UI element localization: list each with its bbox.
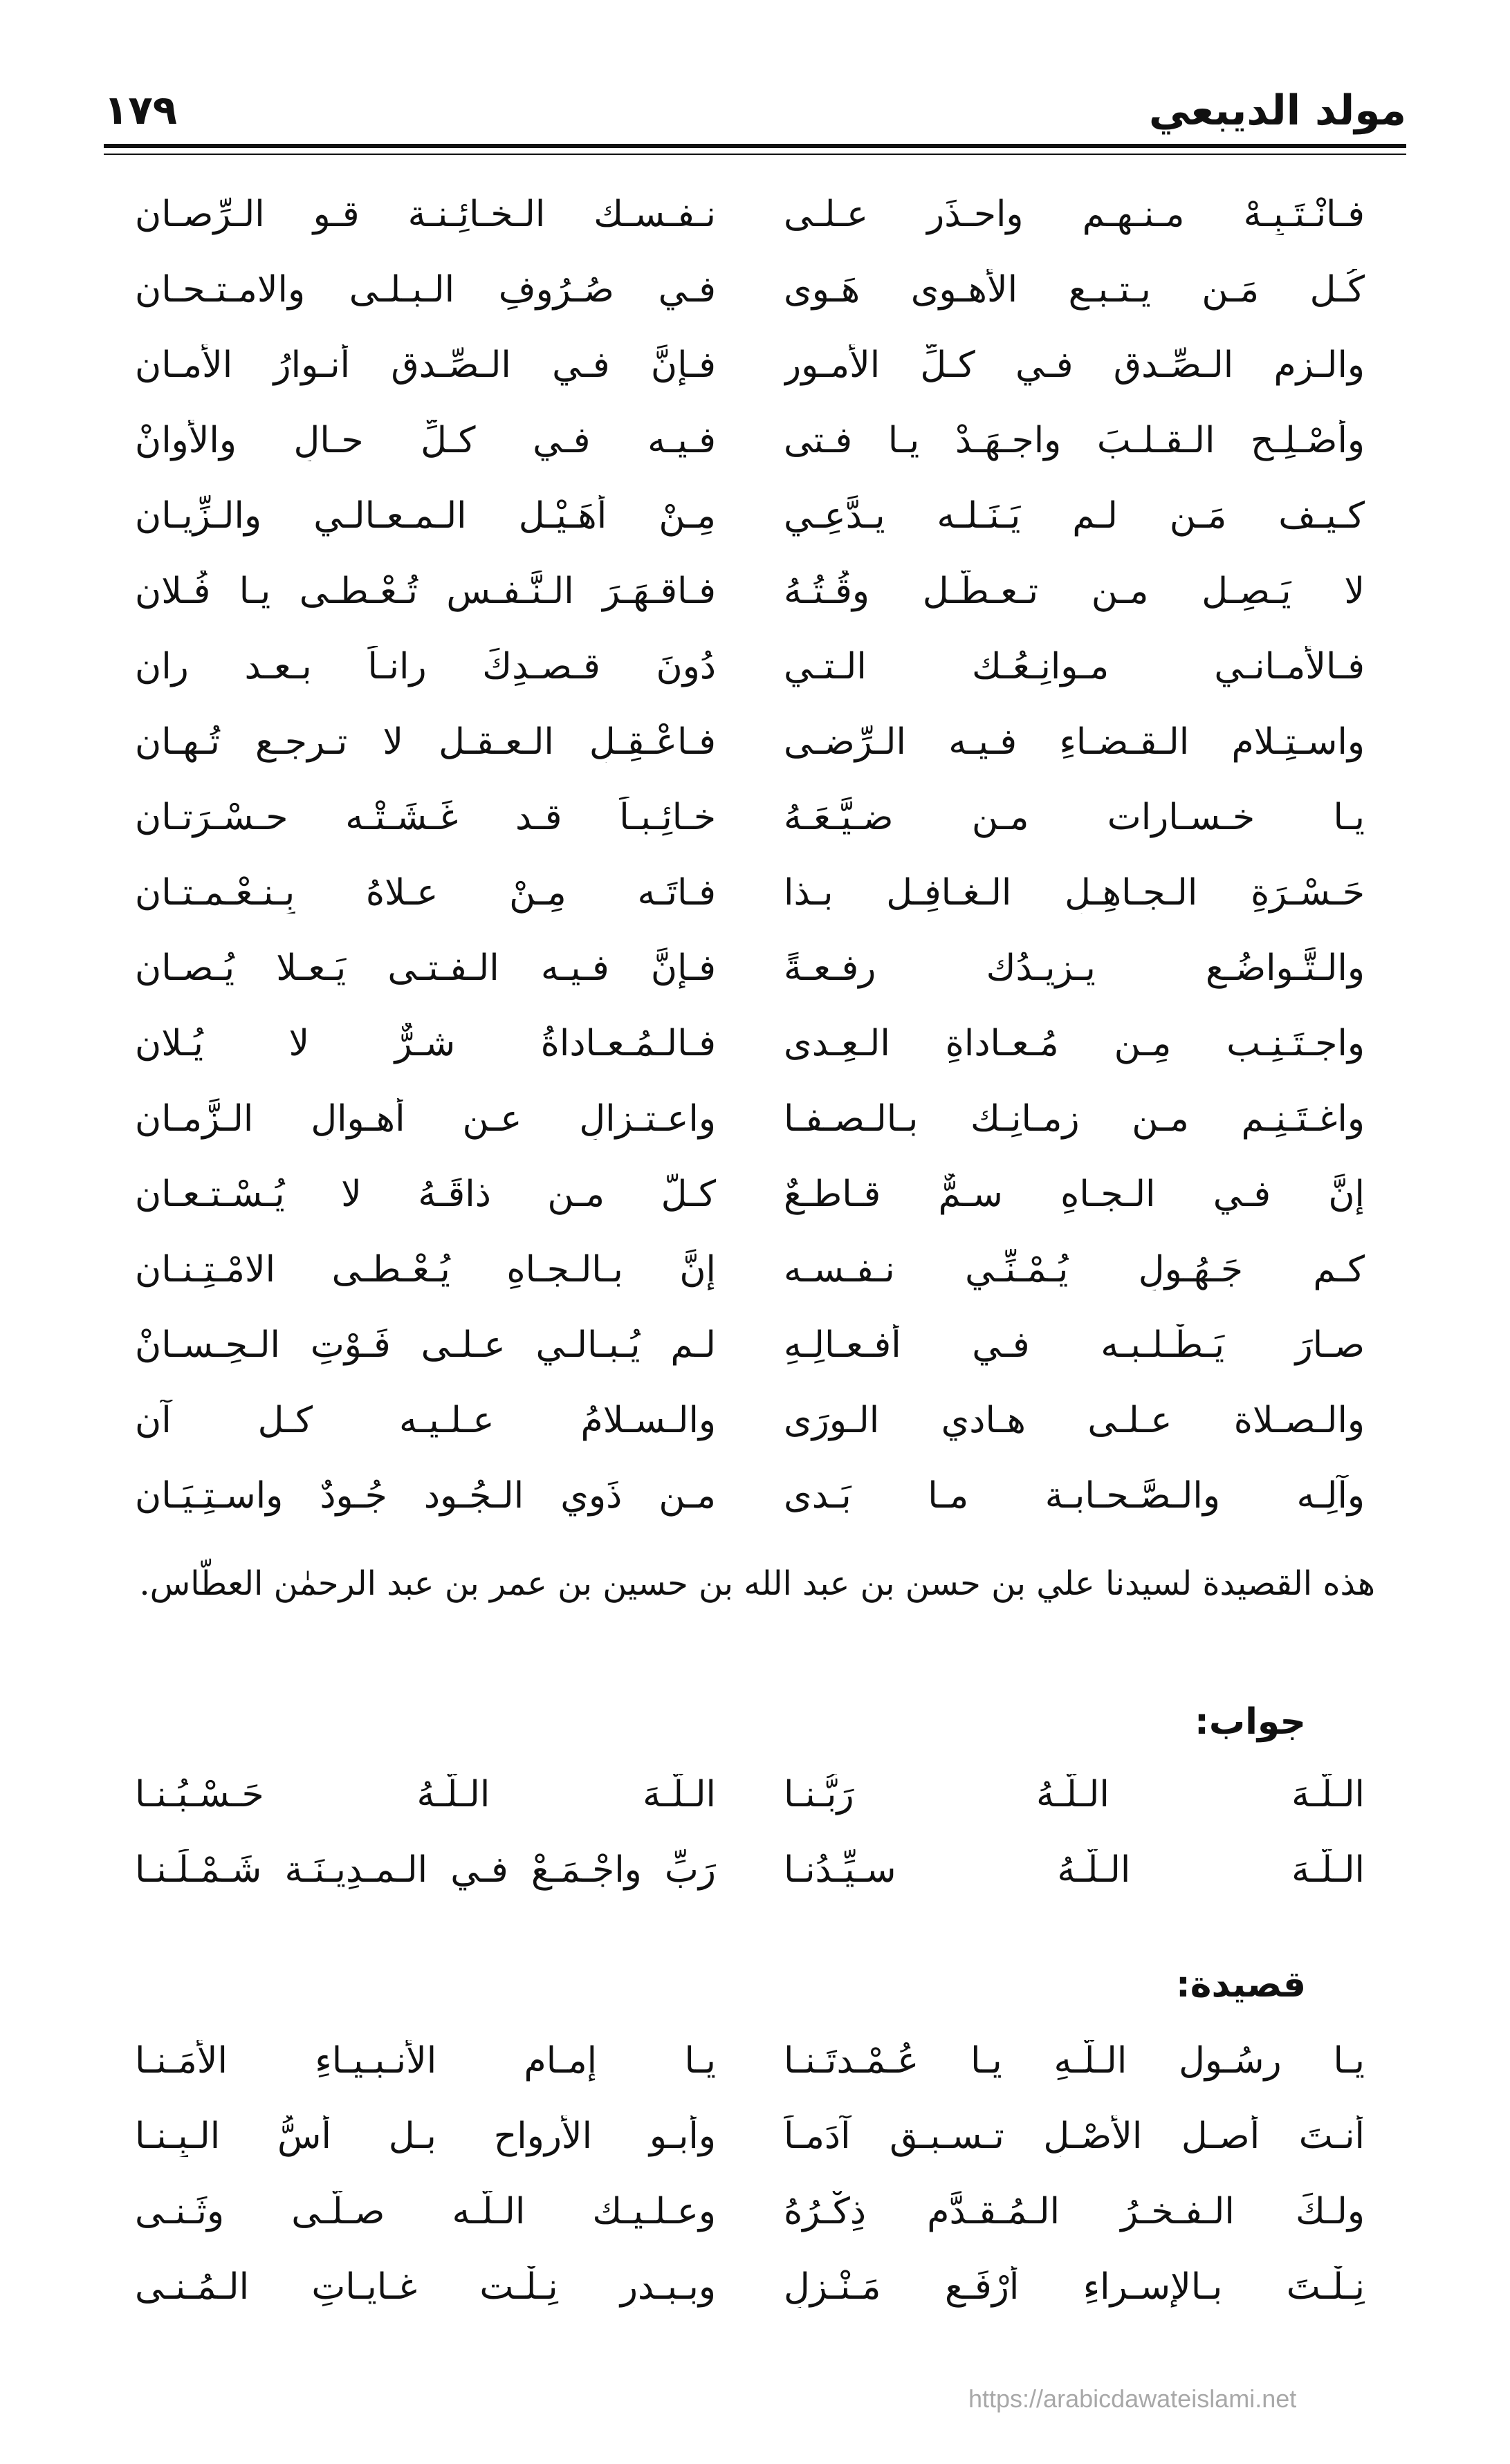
hemistich-left: والـسـلامُ عـلـيـه كـل آن <box>135 1399 716 1441</box>
hemistich-right: يـا رسُـول الـلَّـهِ يـا عُـمْـدتَـنـا <box>784 2039 1365 2082</box>
page-number: ١٧٩ <box>104 86 178 133</box>
verse <box>135 327 1365 402</box>
verse <box>135 2023 1365 2098</box>
hemistich-left: فـإنَّ فـيـه الـفـتـى يَـعـلا يُـصـان <box>135 947 716 989</box>
section-label-qasida: قصيدة: <box>1175 1964 1306 2006</box>
verse <box>135 478 1365 553</box>
hemistich-left: مـن ذَوِي الـجُـود جُـودٌ واسـتِـيَـان <box>135 1474 716 1517</box>
poem-main <box>135 176 1365 1533</box>
hemistich-left: كـلُّ مـن ذاقَـهُ لا يُـسْـتـعـان <box>135 1173 716 1215</box>
verse <box>135 779 1365 855</box>
hemistich-left: فـالـمُـعـاداةُ شـرٌّ لا يُـلان <box>135 1022 716 1064</box>
hemistich-right: الـلَّـهَ الـلَّـهُ رَبُّـنـا <box>784 1773 1365 1815</box>
hemistich-right: وآلِـه والـصَّـحـابـة مـا بَـدى <box>784 1474 1365 1517</box>
hemistich-right: فـانْـتَـبِـهْ مـنـهـم واحـذَر عـلـى <box>784 193 1365 235</box>
hemistich-right: والـصـلاة عـلـى هـادي الـورَى <box>784 1399 1365 1441</box>
hemistich-right: واغـتَـنِـم مـن زمـانِـك بـالـصـفـا <box>784 1097 1365 1140</box>
hemistich-left: دُونَ قـصـدِكَ رانـاً بـعـد ران <box>135 645 716 687</box>
verse <box>135 2174 1365 2249</box>
verse <box>135 1232 1365 1307</box>
page-header <box>104 73 1406 142</box>
hemistich-left: فـي صُـرُوفِ الـبـلـى والامـتـحـان <box>135 268 716 311</box>
hemistich-left: فـاتَـه مِـنْ عـلاهُ بِـنـعْـمـتـان <box>135 871 716 914</box>
poem-qasida <box>135 2023 1365 2324</box>
hemistich-right: والـزِم الـصِّـدق فـي كـلِّ الأمـور <box>784 344 1365 386</box>
hemistich-left: الـلَّـهَ الـلَّـهُ حَـسْـبُـنـا <box>135 1773 716 1815</box>
header-rule-thin <box>104 154 1406 155</box>
section-label-answer: جواب: <box>1195 1701 1306 1743</box>
hemistich-left: رَبِّ واجْـمَـعْ فـي الـمـدِيـنَـة شَـمْـلَـنـا <box>135 1849 716 1891</box>
verse <box>135 629 1365 704</box>
hemistich-right: إنَّ فـي الـجـاهِ سـمٌّ قـاطـعٌ <box>784 1173 1365 1215</box>
poem-answer <box>135 1757 1365 1907</box>
verse <box>135 553 1365 629</box>
hemistich-right: حَـسْـرَةِ الـجـاهِـلِ الـغـافِـل بـذا <box>784 871 1365 914</box>
hemistich-left: إنَّ بـالـجـاهِ يُـعْـطـى الامْـتِـنـان <box>135 1248 716 1290</box>
verse <box>135 1081 1365 1156</box>
hemistich-right: ولـكَ الـفـخـرُ الـمُـقـدَّم ذِكْـرُهُ <box>784 2190 1365 2232</box>
hemistich-right: كـيـف مَـن لـم يَـنَـلـه يـدَّعِـي <box>784 494 1365 537</box>
hemistich-right: الـلَّـهَ الـلَّـهُ سـيِّـدُنـا <box>784 1849 1365 1891</box>
attribution-note: هذه القصيدة لسيدنا علي بن حسن بن عبد الله بن حسين بن عمر بن عبد الرحمٰن العطّاس. <box>139 1564 1375 1603</box>
watermark-url: https://arabicdawateislami.net <box>968 2384 1297 2413</box>
verse <box>135 1006 1365 1081</box>
book-title: مولد الديبعي <box>1148 86 1406 135</box>
verse <box>135 1832 1365 1907</box>
hemistich-left: مِـنْ أُهَـيْـل الـمـعـالـي والـزِّيـان <box>135 494 716 537</box>
hemistich-right: وأصْـلِـحِ الـقـلـبَ واجـهَـدْ يـا فـتى <box>784 419 1365 461</box>
hemistich-left: فـاقـهَـرَ الـنَّـفـس تُـعْـطـى يـا فُـلان <box>135 570 716 612</box>
hemistich-left: يـا إمـام الأنـبـيـاءِ الأُمَـنـا <box>135 2039 716 2082</box>
hemistich-right: لا يَـصِـل مـن تـعـطَّـل وقُـتُـهُ <box>784 570 1365 612</box>
verse <box>135 1757 1365 1832</box>
hemistich-right: كـم جَـهُـولٍ يُـمْـنِّـي نـفـسـه <box>784 1248 1365 1290</box>
verse <box>135 1156 1365 1232</box>
verse <box>135 176 1365 252</box>
verse <box>135 252 1365 327</box>
hemistich-right: واسـتِـلامِ الـقـضـاءِ فـيـه الـرِّضـى <box>784 721 1365 763</box>
hemistich-right: والـتَّـواضُـع يـزِيـدُك رِفـعـةً <box>784 947 1365 989</box>
hemistich-right: أنـتَ أصـل الأصْـلِ تـسـبـق آدَمـاً <box>784 2115 1365 2157</box>
hemistich-right: واجـتَـنِـب مِـن مُـعـاداةِ الـعِـدى <box>784 1022 1365 1064</box>
hemistich-left: وعـلـيـك الـلَّـه صـلَّـى وثَـنـى <box>135 2190 716 2232</box>
header-rule-thick <box>104 144 1406 148</box>
hemistich-left: وأبـو الأرواح بـل أُسُّ الـبِـنـا <box>135 2115 716 2157</box>
hemistich-left: فـإنَّ فـي الـصِّـدق أنـوارُ الأمـان <box>135 344 716 386</box>
verse <box>135 1382 1365 1458</box>
hemistich-right: نِـلْـتَ بـالإسـراءِ أرْفَـع مَـنْـزِلٍ <box>784 2266 1365 2308</box>
hemistich-left: واعـتـزالٍ عـن أهـوالِ الـزَّمـان <box>135 1097 716 1140</box>
hemistich-left: خـائِـبـاً قـد غَـشَـتْـه حـسْـرَتـان <box>135 796 716 838</box>
hemistich-right: صـارَ يَـطْـلـبـه فـي أفـعـالِـهِ <box>784 1324 1365 1366</box>
verse <box>135 2249 1365 2324</box>
verse <box>135 402 1365 478</box>
hemistich-left: فـاعْـقِـلِ الـعـقـل لا تـرجـع تُـهـان <box>135 721 716 763</box>
hemistich-right: فـالأمـانـي مـوانِـعُـك الـتـي <box>784 645 1365 687</box>
hemistich-right: يـا خـسـارات مـن ضـيَّـعَـهُ <box>784 796 1365 838</box>
verse <box>135 1307 1365 1382</box>
verse <box>135 930 1365 1006</box>
hemistich-left: فـيـه فـي كـلِّ حـالٍ والأوانْ <box>135 419 716 461</box>
verse <box>135 855 1365 930</box>
hemistich-left: لـم يُـبـالـي عـلـى فَـوْتِ الـحِـسـانْ <box>135 1324 716 1366</box>
verse <box>135 1458 1365 1533</box>
hemistich-right: كُـل مَـن يـتـبـع الأهـوى هَـوى <box>784 268 1365 311</box>
hemistich-left: نـفـسـك الـخـائِـنـة قـوِ الـرِّصـان <box>135 193 716 235</box>
verse <box>135 2098 1365 2174</box>
verse <box>135 704 1365 779</box>
hemistich-left: وبـبـدرٍ نِـلْـت غـايـاتِ الـمُـنـى <box>135 2266 716 2308</box>
